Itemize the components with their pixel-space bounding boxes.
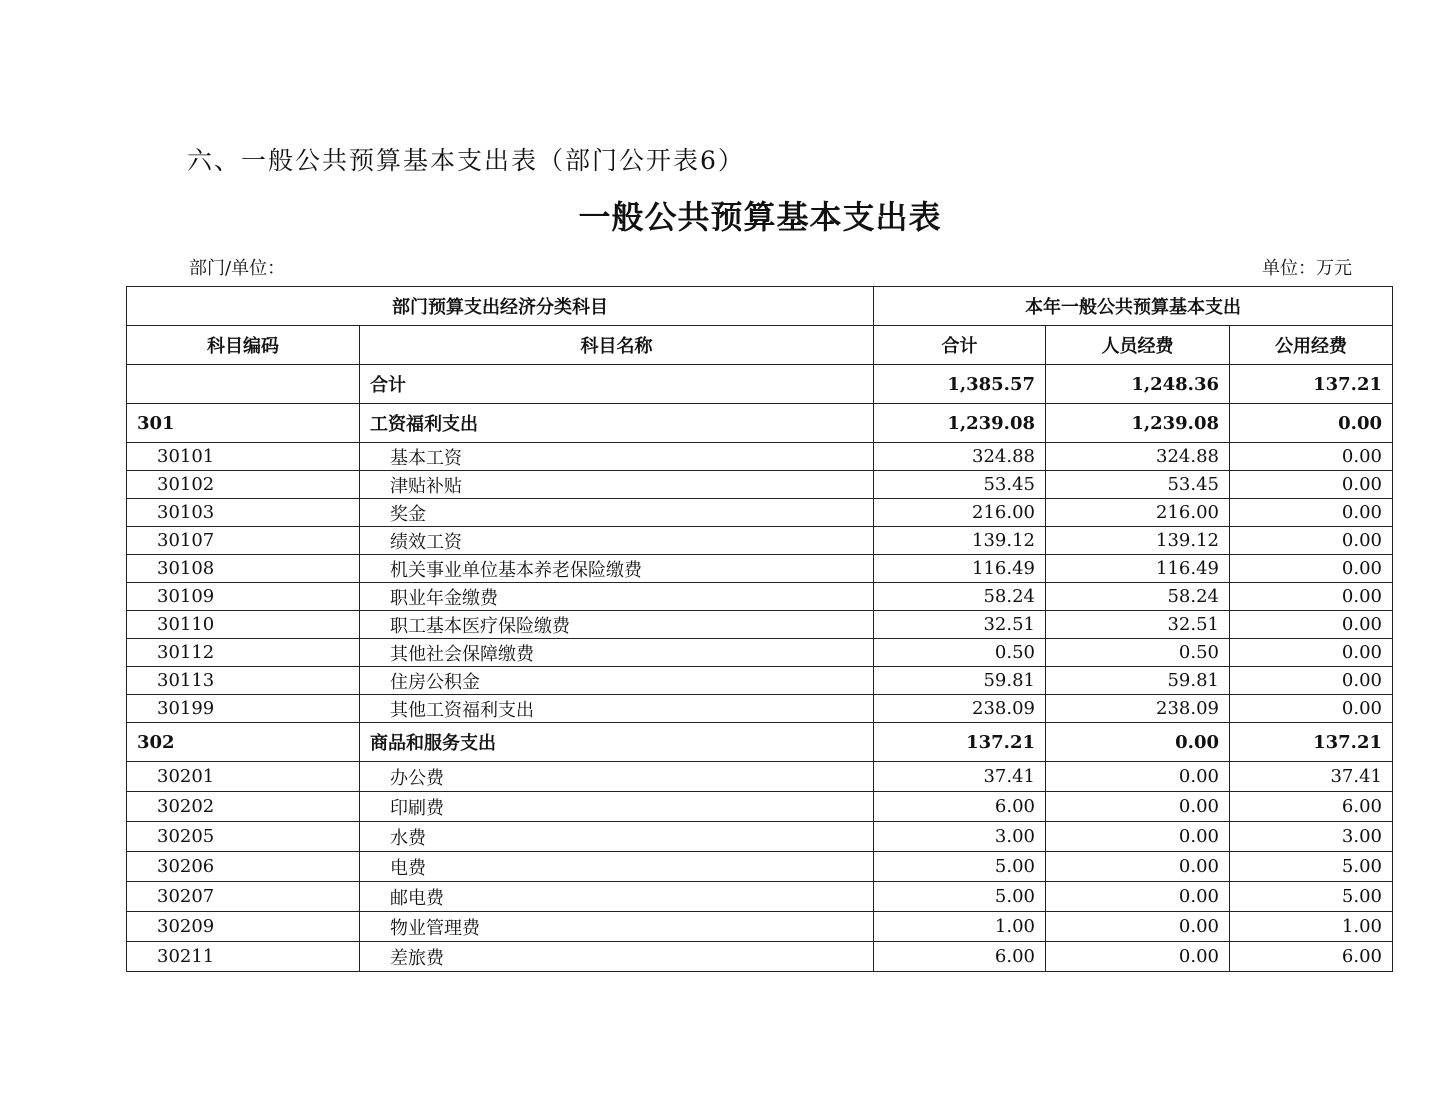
table-row	[127, 639, 1393, 667]
cell-personnel: 324.88	[1046, 443, 1230, 471]
cell-name: 水费	[360, 822, 874, 852]
cell-code: 30107	[127, 527, 360, 555]
cell-personnel: 0.50	[1046, 639, 1230, 667]
cell-name: 绩效工资	[360, 527, 874, 555]
table-row	[127, 499, 1393, 527]
cell-total: 116.49	[874, 555, 1046, 583]
cell-public: 6.00	[1230, 942, 1393, 972]
cell-personnel: 59.81	[1046, 667, 1230, 695]
group-header-row	[127, 287, 1393, 326]
cell-code: 30113	[127, 667, 360, 695]
cell-public: 6.00	[1230, 792, 1393, 822]
cell-total: 1,239.08	[874, 404, 1046, 443]
cell-name: 奖金	[360, 499, 874, 527]
expenditure-table	[126, 286, 1393, 972]
cell-code	[127, 365, 360, 404]
cell-name: 商品和服务支出	[360, 723, 874, 762]
cell-code: 30201	[127, 762, 360, 792]
cell-personnel: 0.00	[1046, 822, 1230, 852]
cell-total: 1.00	[874, 912, 1046, 942]
cell-code: 30207	[127, 882, 360, 912]
table-row	[127, 695, 1393, 723]
cell-code: 30110	[127, 611, 360, 639]
cell-public: 1.00	[1230, 912, 1393, 942]
cell-total: 59.81	[874, 667, 1046, 695]
col-header-name: 科目名称	[360, 326, 874, 365]
cell-name: 物业管理费	[360, 912, 874, 942]
cell-name: 津贴补贴	[360, 471, 874, 499]
cell-code: 30211	[127, 942, 360, 972]
cell-name: 办公费	[360, 762, 874, 792]
cell-name: 其他社会保障缴费	[360, 639, 874, 667]
table-row	[127, 583, 1393, 611]
cell-code: 30205	[127, 822, 360, 852]
table-row	[127, 822, 1393, 852]
cell-public: 0.00	[1230, 695, 1393, 723]
cell-total: 5.00	[874, 852, 1046, 882]
cell-code: 30109	[127, 583, 360, 611]
table-row	[127, 667, 1393, 695]
cell-personnel: 216.00	[1046, 499, 1230, 527]
table-row	[127, 555, 1393, 583]
cell-name: 差旅费	[360, 942, 874, 972]
cell-code: 30108	[127, 555, 360, 583]
cell-code: 30202	[127, 792, 360, 822]
cell-code: 302	[127, 723, 360, 762]
table-row	[127, 443, 1393, 471]
cell-public: 3.00	[1230, 822, 1393, 852]
cell-total: 216.00	[874, 499, 1046, 527]
total-row	[127, 365, 1393, 404]
cell-public: 0.00	[1230, 404, 1393, 443]
cell-personnel: 32.51	[1046, 611, 1230, 639]
page-title: 一般公共预算基本支出表	[578, 198, 942, 236]
cell-total: 139.12	[874, 527, 1046, 555]
cell-name: 基本工资	[360, 443, 874, 471]
cell-total: 5.00	[874, 882, 1046, 912]
cell-total: 58.24	[874, 583, 1046, 611]
table-row	[127, 942, 1393, 972]
col-header-personnel: 人员经费	[1046, 326, 1230, 365]
cell-name: 电费	[360, 852, 874, 882]
cell-personnel: 53.45	[1046, 471, 1230, 499]
table-row	[127, 852, 1393, 882]
cell-total: 32.51	[874, 611, 1046, 639]
cell-total: 324.88	[874, 443, 1046, 471]
cell-public: 137.21	[1230, 365, 1393, 404]
cell-personnel: 116.49	[1046, 555, 1230, 583]
column-header-row	[127, 326, 1393, 365]
cell-personnel: 0.00	[1046, 912, 1230, 942]
cell-name: 其他工资福利支出	[360, 695, 874, 723]
cell-total: 137.21	[874, 723, 1046, 762]
group-header-right: 本年一般公共预算基本支出	[874, 287, 1393, 326]
cell-total: 6.00	[874, 792, 1046, 822]
table-row	[127, 471, 1393, 499]
table-row	[127, 611, 1393, 639]
cell-public: 5.00	[1230, 882, 1393, 912]
table-row	[127, 792, 1393, 822]
cell-code: 30112	[127, 639, 360, 667]
cell-public: 0.00	[1230, 667, 1393, 695]
cell-personnel: 1,248.36	[1046, 365, 1230, 404]
cell-name: 工资福利支出	[360, 404, 874, 443]
cell-code: 30206	[127, 852, 360, 882]
cell-total: 0.50	[874, 639, 1046, 667]
group-header-left: 部门预算支出经济分类科目	[127, 287, 874, 326]
cell-total: 3.00	[874, 822, 1046, 852]
cell-public: 0.00	[1230, 639, 1393, 667]
cell-total: 37.41	[874, 762, 1046, 792]
cell-code: 30101	[127, 443, 360, 471]
col-header-public: 公用经费	[1230, 326, 1393, 365]
cell-personnel: 0.00	[1046, 852, 1230, 882]
cell-personnel: 58.24	[1046, 583, 1230, 611]
cell-public: 5.00	[1230, 852, 1393, 882]
table-row	[127, 912, 1393, 942]
unit-label: 单位：万元	[1262, 258, 1352, 279]
cell-personnel: 1,239.08	[1046, 404, 1230, 443]
cell-name: 合计	[360, 365, 874, 404]
cell-total: 1,385.57	[874, 365, 1046, 404]
cell-personnel: 0.00	[1046, 942, 1230, 972]
cell-public: 0.00	[1230, 499, 1393, 527]
cell-total: 53.45	[874, 471, 1046, 499]
cell-public: 0.00	[1230, 611, 1393, 639]
cell-personnel: 0.00	[1046, 723, 1230, 762]
cell-name: 职业年金缴费	[360, 583, 874, 611]
cell-public: 0.00	[1230, 443, 1393, 471]
cell-personnel: 238.09	[1046, 695, 1230, 723]
cell-public: 0.00	[1230, 583, 1393, 611]
cell-name: 印刷费	[360, 792, 874, 822]
category-row-302	[127, 723, 1393, 762]
cell-public: 0.00	[1230, 527, 1393, 555]
cell-public: 0.00	[1230, 471, 1393, 499]
cell-personnel: 0.00	[1046, 762, 1230, 792]
table-row	[127, 762, 1393, 792]
cell-personnel: 139.12	[1046, 527, 1230, 555]
col-header-total: 合计	[874, 326, 1046, 365]
cell-name: 机关事业单位基本养老保险缴费	[360, 555, 874, 583]
table-row	[127, 527, 1393, 555]
cell-total: 6.00	[874, 942, 1046, 972]
cell-code: 30209	[127, 912, 360, 942]
cell-code: 30102	[127, 471, 360, 499]
cell-personnel: 0.00	[1046, 882, 1230, 912]
cell-code: 301	[127, 404, 360, 443]
category-row-301	[127, 404, 1393, 443]
cell-public: 37.41	[1230, 762, 1393, 792]
cell-name: 住房公积金	[360, 667, 874, 695]
table-row	[127, 882, 1393, 912]
cell-public: 137.21	[1230, 723, 1393, 762]
cell-code: 30103	[127, 499, 360, 527]
section-title: 六、一般公共预算基本支出表（部门公开表6）	[187, 146, 745, 175]
cell-personnel: 0.00	[1046, 792, 1230, 822]
cell-total: 238.09	[874, 695, 1046, 723]
col-header-code: 科目编码	[127, 326, 360, 365]
cell-code: 30199	[127, 695, 360, 723]
cell-name: 职工基本医疗保险缴费	[360, 611, 874, 639]
department-label: 部门/单位：	[189, 258, 286, 279]
cell-public: 0.00	[1230, 555, 1393, 583]
cell-name: 邮电费	[360, 882, 874, 912]
